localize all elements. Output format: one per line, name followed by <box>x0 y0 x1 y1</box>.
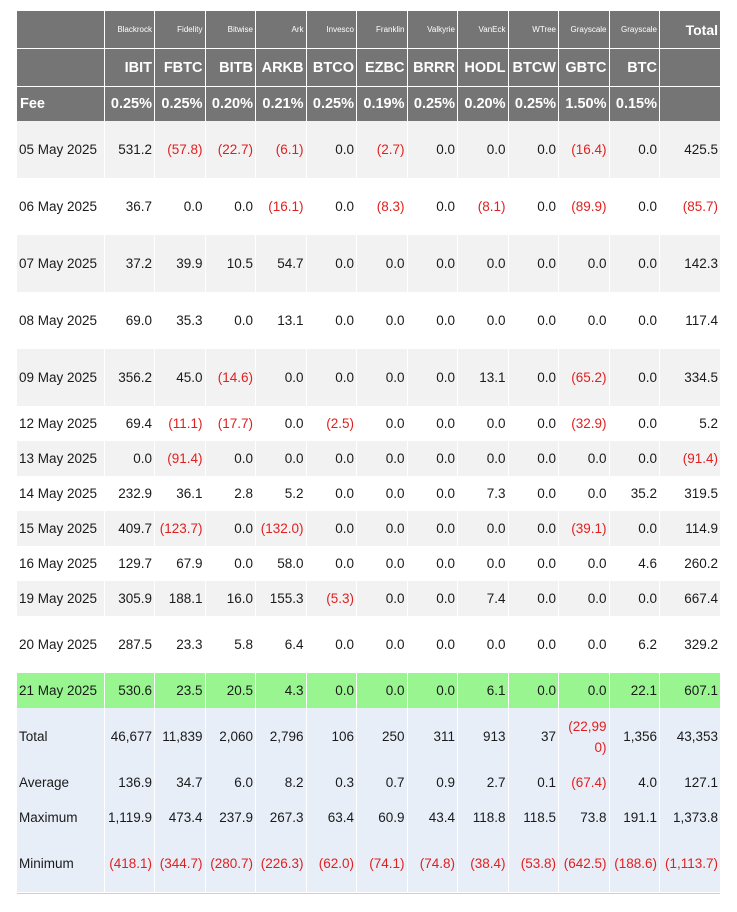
summary-cell: (62.0) <box>306 835 357 892</box>
summary-cell: 0.9 <box>407 765 458 800</box>
table-row <box>17 616 720 673</box>
summary-cell: 311 <box>407 708 458 765</box>
table-row <box>17 235 720 292</box>
summary-cell: (344.7) <box>155 835 206 892</box>
flow-cell: (65.2) <box>559 349 610 406</box>
summary-cell: 46,677 <box>104 708 155 765</box>
flow-cell: 0.0 <box>559 441 610 476</box>
flow-cell: 35.2 <box>609 476 660 511</box>
row-total-cell: 114.9 <box>660 511 721 546</box>
summary-cell: (22,990) <box>559 708 610 765</box>
summary-cell: 73.8 <box>559 800 610 835</box>
summary-cell: 6.0 <box>205 765 256 800</box>
flow-cell: 0.0 <box>559 292 610 349</box>
issuer-header: Bitwise <box>205 11 256 49</box>
row-date: 08 May 2025 <box>17 292 104 349</box>
row-total-cell: 142.3 <box>660 235 721 292</box>
summary-cell: 37 <box>508 708 559 765</box>
summary-cell: (1,113.7) <box>660 835 721 892</box>
flow-cell: 0.0 <box>306 178 357 235</box>
issuer-header: Grayscale <box>559 11 610 49</box>
summary-cell: 191.1 <box>609 800 660 835</box>
flow-cell: 37.2 <box>104 235 155 292</box>
flow-cell: 0.0 <box>407 121 458 178</box>
flow-cell: 69.4 <box>104 406 155 441</box>
flow-cell: 530.6 <box>104 673 155 708</box>
table-row <box>17 292 720 349</box>
corner-cell <box>17 11 104 49</box>
table-row <box>17 406 720 441</box>
flow-cell: 0.0 <box>306 511 357 546</box>
flow-cell: 0.0 <box>609 292 660 349</box>
flow-cell: 0.0 <box>458 441 509 476</box>
flow-cell: 2.8 <box>205 476 256 511</box>
flow-cell: (16.4) <box>559 121 610 178</box>
flow-cell: 0.0 <box>458 406 509 441</box>
flow-cell: (14.6) <box>205 349 256 406</box>
flow-cell: 356.2 <box>104 349 155 406</box>
flow-cell: 0.0 <box>609 349 660 406</box>
flow-cell: 0.0 <box>609 511 660 546</box>
flow-cell: (57.8) <box>155 121 206 178</box>
flow-cell: 0.0 <box>508 616 559 673</box>
summary-cell: 267.3 <box>256 800 307 835</box>
fee-value: 0.25% <box>508 87 559 122</box>
flow-cell: (123.7) <box>155 511 206 546</box>
flow-cell: 0.0 <box>357 476 408 511</box>
fee-value: 0.20% <box>205 87 256 122</box>
table-bottom-border <box>17 893 720 894</box>
summary-cell: 118.8 <box>458 800 509 835</box>
flow-cell: 0.0 <box>559 616 610 673</box>
fee-value: 0.15% <box>609 87 660 122</box>
ticker-total-cell <box>660 49 721 87</box>
flow-cell: 0.0 <box>609 441 660 476</box>
ticker-header: GBTC <box>559 49 610 87</box>
flow-cell: 0.0 <box>508 121 559 178</box>
summary-cell: 34.7 <box>155 765 206 800</box>
etf-flow-table-container <box>17 11 720 892</box>
row-total-cell: 117.4 <box>660 292 721 349</box>
total-column-header: Total <box>660 11 721 49</box>
summary-cell: 63.4 <box>306 800 357 835</box>
flow-cell: 0.0 <box>205 178 256 235</box>
flow-cell: 10.5 <box>205 235 256 292</box>
issuer-header: Valkyrie <box>407 11 458 49</box>
flow-cell: 0.0 <box>357 511 408 546</box>
ticker-header: BTCO <box>306 49 357 87</box>
summary-cell: (280.7) <box>205 835 256 892</box>
issuer-header-row <box>17 11 720 49</box>
row-date: 06 May 2025 <box>17 178 104 235</box>
flow-cell: 0.0 <box>306 121 357 178</box>
row-date: 13 May 2025 <box>17 441 104 476</box>
flow-cell: 6.2 <box>609 616 660 673</box>
ticker-corner-cell <box>17 49 104 87</box>
summary-cell: 1,356 <box>609 708 660 765</box>
summary-label: Maximum <box>17 800 104 835</box>
summary-cell: 43.4 <box>407 800 458 835</box>
summary-cell: 0.3 <box>306 765 357 800</box>
flow-cell: 0.0 <box>559 235 610 292</box>
flow-cell: 0.0 <box>609 406 660 441</box>
flow-cell: 287.5 <box>104 616 155 673</box>
table-row <box>17 476 720 511</box>
ticker-header: BTCW <box>508 49 559 87</box>
issuer-header: Fidelity <box>155 11 206 49</box>
issuer-header: WTree <box>508 11 559 49</box>
table-row <box>17 178 720 235</box>
summary-cell: 43,353 <box>660 708 721 765</box>
summary-cell: 1,119.9 <box>104 800 155 835</box>
summary-cell: 237.9 <box>205 800 256 835</box>
flow-cell: (8.3) <box>357 178 408 235</box>
flow-cell: 0.0 <box>508 476 559 511</box>
summary-label: Minimum <box>17 835 104 892</box>
table-row <box>17 673 720 708</box>
flow-cell: 0.0 <box>609 121 660 178</box>
flow-cell: 6.4 <box>256 616 307 673</box>
flow-cell: 0.0 <box>508 406 559 441</box>
flow-cell: (32.9) <box>559 406 610 441</box>
issuer-header: Blackrock <box>104 11 155 49</box>
summary-minimum-row <box>17 835 720 892</box>
fee-value: 0.25% <box>155 87 206 122</box>
flow-cell: 36.1 <box>155 476 206 511</box>
flow-cell: 39.9 <box>155 235 206 292</box>
flow-cell: 23.3 <box>155 616 206 673</box>
flow-cell: 20.5 <box>205 673 256 708</box>
flow-cell: 129.7 <box>104 546 155 581</box>
flow-cell: 0.0 <box>508 349 559 406</box>
flow-cell: (2.7) <box>357 121 408 178</box>
table-row <box>17 511 720 546</box>
flow-cell: 0.0 <box>559 476 610 511</box>
flow-cell: (22.7) <box>205 121 256 178</box>
flow-cell: 0.0 <box>357 292 408 349</box>
row-date: 07 May 2025 <box>17 235 104 292</box>
flow-cell: (6.1) <box>256 121 307 178</box>
row-total-cell: 425.5 <box>660 121 721 178</box>
flow-cell: 0.0 <box>458 121 509 178</box>
flow-cell: 188.1 <box>155 581 206 616</box>
flow-cell: 0.0 <box>357 581 408 616</box>
flow-cell: 0.0 <box>609 178 660 235</box>
flow-cell: (5.3) <box>306 581 357 616</box>
summary-cell: 473.4 <box>155 800 206 835</box>
ticker-header: HODL <box>458 49 509 87</box>
flow-cell: 4.6 <box>609 546 660 581</box>
flow-cell: 0.0 <box>407 511 458 546</box>
flow-cell: 4.3 <box>256 673 307 708</box>
flow-cell: 0.0 <box>205 441 256 476</box>
summary-cell: 118.5 <box>508 800 559 835</box>
table-row <box>17 121 720 178</box>
flow-cell: 45.0 <box>155 349 206 406</box>
flow-cell: (11.1) <box>155 406 206 441</box>
fee-header-row <box>17 87 720 122</box>
ticker-header: BTC <box>609 49 660 87</box>
fee-value: 0.21% <box>256 87 307 122</box>
flow-cell: 0.0 <box>559 581 610 616</box>
flow-cell: 0.0 <box>458 292 509 349</box>
summary-cell: 2.7 <box>458 765 509 800</box>
flow-cell: 7.4 <box>458 581 509 616</box>
flow-cell: 35.3 <box>155 292 206 349</box>
summary-cell: (188.6) <box>609 835 660 892</box>
issuer-header: VanEck <box>458 11 509 49</box>
flow-cell: 0.0 <box>508 511 559 546</box>
ticker-header: ARKB <box>256 49 307 87</box>
row-total-cell: (91.4) <box>660 441 721 476</box>
summary-cell: (418.1) <box>104 835 155 892</box>
row-date: 12 May 2025 <box>17 406 104 441</box>
flow-cell: 305.9 <box>104 581 155 616</box>
flow-cell: 0.0 <box>256 441 307 476</box>
row-total-cell: 319.5 <box>660 476 721 511</box>
summary-cell: (226.3) <box>256 835 307 892</box>
summary-maximum-row <box>17 800 720 835</box>
fee-value: 0.20% <box>458 87 509 122</box>
flow-cell: 58.0 <box>256 546 307 581</box>
summary-total-row <box>17 708 720 765</box>
flow-cell: 0.0 <box>508 178 559 235</box>
flow-cell: 0.0 <box>609 581 660 616</box>
flow-cell: (91.4) <box>155 441 206 476</box>
ticker-header: FBTC <box>155 49 206 87</box>
issuer-header: Ark <box>256 11 307 49</box>
flow-cell: 36.7 <box>104 178 155 235</box>
row-date: 21 May 2025 <box>17 673 104 708</box>
flow-cell: 0.0 <box>306 546 357 581</box>
flow-cell: 0.0 <box>407 292 458 349</box>
flow-cell: 0.0 <box>357 406 408 441</box>
fee-value: 0.25% <box>407 87 458 122</box>
row-total-cell: 607.1 <box>660 673 721 708</box>
flow-cell: 0.0 <box>407 178 458 235</box>
flow-cell: 13.1 <box>256 292 307 349</box>
flow-cell: 23.5 <box>155 673 206 708</box>
table-row <box>17 349 720 406</box>
table-row <box>17 581 720 616</box>
flow-cell: 5.8 <box>205 616 256 673</box>
fee-total-cell <box>660 87 721 122</box>
summary-cell: (74.8) <box>407 835 458 892</box>
ticker-header-row <box>17 49 720 87</box>
flow-cell: (2.5) <box>306 406 357 441</box>
summary-cell: 913 <box>458 708 509 765</box>
summary-rows <box>17 708 720 892</box>
summary-label: Total <box>17 708 104 765</box>
table-row <box>17 441 720 476</box>
flow-cell: 0.0 <box>205 511 256 546</box>
row-date: 05 May 2025 <box>17 121 104 178</box>
ticker-header: IBIT <box>104 49 155 87</box>
flow-cell: 0.0 <box>357 235 408 292</box>
flow-cell: (16.1) <box>256 178 307 235</box>
flow-cell: 0.0 <box>357 441 408 476</box>
summary-cell: 2,796 <box>256 708 307 765</box>
fee-value: 0.19% <box>357 87 408 122</box>
flow-cell: 0.0 <box>256 406 307 441</box>
row-total-cell: (85.7) <box>660 178 721 235</box>
row-date: 14 May 2025 <box>17 476 104 511</box>
issuer-header: Invesco <box>306 11 357 49</box>
summary-cell: 127.1 <box>660 765 721 800</box>
summary-cell: 136.9 <box>104 765 155 800</box>
flow-cell: 0.0 <box>407 406 458 441</box>
flow-cell: 155.3 <box>256 581 307 616</box>
flow-cell: 0.0 <box>559 546 610 581</box>
flow-cell: 0.0 <box>508 441 559 476</box>
summary-average-row <box>17 765 720 800</box>
flow-cell: 0.0 <box>508 673 559 708</box>
flow-cell: 0.0 <box>306 235 357 292</box>
fee-value: 0.25% <box>104 87 155 122</box>
summary-cell: (67.4) <box>559 765 610 800</box>
flow-cell: 0.0 <box>458 235 509 292</box>
flow-cell: 0.0 <box>609 235 660 292</box>
row-date: 20 May 2025 <box>17 616 104 673</box>
flow-cell: 0.0 <box>559 673 610 708</box>
summary-cell: 60.9 <box>357 800 408 835</box>
flow-cell: 0.0 <box>306 292 357 349</box>
summary-cell: 8.2 <box>256 765 307 800</box>
flow-cell: 0.0 <box>357 349 408 406</box>
etf-flow-table <box>17 11 720 892</box>
flow-cell: (17.7) <box>205 406 256 441</box>
row-date: 16 May 2025 <box>17 546 104 581</box>
flow-cell: 0.0 <box>508 546 559 581</box>
flow-cell: 0.0 <box>306 616 357 673</box>
flow-cell: 0.0 <box>357 673 408 708</box>
summary-cell: 11,839 <box>155 708 206 765</box>
flow-cell: 232.9 <box>104 476 155 511</box>
row-total-cell: 334.5 <box>660 349 721 406</box>
summary-cell: 106 <box>306 708 357 765</box>
fee-label: Fee <box>17 87 104 122</box>
flow-cell: 0.0 <box>508 235 559 292</box>
summary-cell: 1,373.8 <box>660 800 721 835</box>
flow-cell: 531.2 <box>104 121 155 178</box>
summary-label: Average <box>17 765 104 800</box>
row-total-cell: 329.2 <box>660 616 721 673</box>
issuer-header: Grayscale <box>609 11 660 49</box>
flow-cell: 0.0 <box>407 673 458 708</box>
flow-cell: 0.0 <box>407 349 458 406</box>
flow-cell: 0.0 <box>357 546 408 581</box>
row-date: 09 May 2025 <box>17 349 104 406</box>
flow-cell: 0.0 <box>508 292 559 349</box>
summary-cell: (38.4) <box>458 835 509 892</box>
flow-cell: 0.0 <box>458 546 509 581</box>
flow-cell: 0.0 <box>104 441 155 476</box>
flow-cell: 0.0 <box>458 511 509 546</box>
flow-cell: 0.0 <box>306 673 357 708</box>
daily-flow-rows <box>17 121 720 708</box>
flow-cell: 0.0 <box>357 616 408 673</box>
flow-cell: 7.3 <box>458 476 509 511</box>
flow-cell: 0.0 <box>407 546 458 581</box>
summary-cell: 250 <box>357 708 408 765</box>
flow-cell: 0.0 <box>407 441 458 476</box>
row-total-cell: 667.4 <box>660 581 721 616</box>
flow-cell: 0.0 <box>407 476 458 511</box>
flow-cell: 67.9 <box>155 546 206 581</box>
ticker-header: EZBC <box>357 49 408 87</box>
summary-cell: (642.5) <box>559 835 610 892</box>
row-date: 15 May 2025 <box>17 511 104 546</box>
table-row <box>17 546 720 581</box>
flow-cell: (39.1) <box>559 511 610 546</box>
ticker-header: BRRR <box>407 49 458 87</box>
flow-cell: 0.0 <box>407 616 458 673</box>
flow-cell: 0.0 <box>306 349 357 406</box>
fee-value: 1.50% <box>559 87 610 122</box>
flow-cell: 0.0 <box>205 546 256 581</box>
row-total-cell: 5.2 <box>660 406 721 441</box>
flow-cell: 0.0 <box>205 292 256 349</box>
issuer-header: Franklin <box>357 11 408 49</box>
flow-cell: 0.0 <box>256 349 307 406</box>
flow-cell: 13.1 <box>458 349 509 406</box>
flow-cell: 0.0 <box>508 581 559 616</box>
fee-value: 0.25% <box>306 87 357 122</box>
row-date: 19 May 2025 <box>17 581 104 616</box>
ticker-header: BITB <box>205 49 256 87</box>
flow-cell: 22.1 <box>609 673 660 708</box>
flow-cell: 0.0 <box>155 178 206 235</box>
flow-cell: 0.0 <box>306 476 357 511</box>
flow-cell: 0.0 <box>306 441 357 476</box>
summary-cell: (74.1) <box>357 835 408 892</box>
flow-cell: 5.2 <box>256 476 307 511</box>
flow-cell: 0.0 <box>407 235 458 292</box>
flow-cell: (8.1) <box>458 178 509 235</box>
flow-cell: 6.1 <box>458 673 509 708</box>
flow-cell: 0.0 <box>407 581 458 616</box>
summary-cell: 0.1 <box>508 765 559 800</box>
row-total-cell: 260.2 <box>660 546 721 581</box>
summary-cell: 0.7 <box>357 765 408 800</box>
flow-cell: 16.0 <box>205 581 256 616</box>
flow-cell: 69.0 <box>104 292 155 349</box>
flow-cell: (132.0) <box>256 511 307 546</box>
flow-cell: 409.7 <box>104 511 155 546</box>
summary-cell: 2,060 <box>205 708 256 765</box>
flow-cell: (89.9) <box>559 178 610 235</box>
summary-cell: (53.8) <box>508 835 559 892</box>
flow-cell: 54.7 <box>256 235 307 292</box>
summary-cell: 4.0 <box>609 765 660 800</box>
flow-cell: 0.0 <box>458 616 509 673</box>
